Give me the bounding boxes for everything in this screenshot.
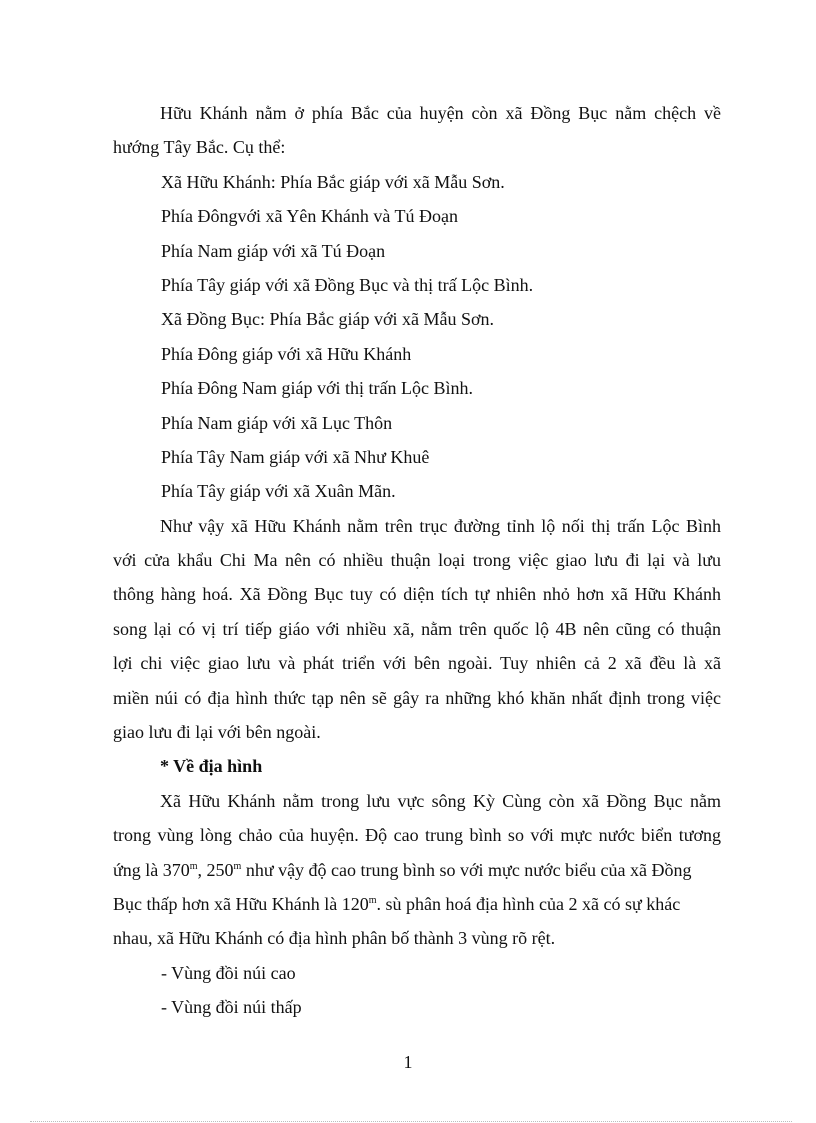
text-fragment: như vậy độ cao trung bình so với mực nước biểu của xã Đồng — [241, 859, 692, 880]
bullet-item: - Vùng đồi núi cao — [161, 962, 296, 983]
text-line: Phía Đông giáp với xã Hữu Khánh — [161, 343, 412, 364]
text-line: hướng Tây Bắc. Cụ thể: — [113, 137, 286, 158]
text-line: nhau, xã Hữu Khánh có địa hình phân bố thành 3 vùng rõ rệt. — [113, 928, 556, 949]
text-line: Phía Đông Nam giáp với thị trấn Lộc Bình. — [161, 378, 473, 399]
text-line: giao lưu đi lại với bên ngoài. — [113, 722, 321, 743]
text-fragment: , 250 — [197, 859, 234, 880]
page-number: 1 — [403, 1052, 413, 1072]
text-line: song lại có vị trí tiếp giáo với nhiều xã, nằm trên quốc lộ 4B nên cũng có thuận — [113, 618, 721, 639]
text-line: Phía Tây giáp với xã Đồng Bục và thị trấ Lộc Bình. — [161, 274, 534, 295]
unit-superscript: m — [233, 860, 242, 872]
text-fragment: ứng là 370 — [113, 859, 190, 880]
text-line — [113, 887, 721, 921]
text-line: miền núi có địa hình thức tạp nên sẽ gây ra những khó khăn nhất định trong việc — [113, 687, 721, 708]
page-bottom-border — [30, 1121, 792, 1122]
text-line: Xã Hữu Khánh: Phía Bắc giáp với xã Mẫu Sơn. — [161, 171, 505, 192]
text-line: Phía Nam giáp với xã Tú Đoạn — [161, 240, 386, 261]
unit-superscript: m — [189, 860, 198, 872]
text-line: thông hàng hoá. Xã Đồng Bục tuy có diện tích tự nhiên nhỏ hơn xã Hữu Khánh — [113, 584, 721, 605]
text-line: trong vùng lòng chảo của huyện. Độ cao trung bình so với mực nước biển tương — [113, 825, 721, 846]
text-line: Phía Tây Nam giáp với xã Như Khuê — [161, 446, 430, 467]
text-line: lợi chi việc giao lưu và phát triển với bên ngoài. Tuy nhiên cả 2 xã đều là xã — [113, 653, 721, 674]
text-line: Xã Đồng Bục: Phía Bắc giáp với xã Mẫu Sơn. — [161, 309, 494, 330]
text-line: Phía Nam giáp với xã Lục Thôn — [161, 412, 393, 433]
section-heading: * Về địa hình — [160, 756, 263, 777]
text-line: Hữu Khánh nằm ở phía Bắc của huyện còn xã Đồng Bục nằm chệch về — [160, 103, 721, 123]
text-line: với cửa khẩu Chi Ma nên có nhiều thuận loại trong việc giao lưu đi lại và lưu — [113, 550, 721, 571]
text-fragment: . sù phân hoá địa hình của 2 xã có sự khác — [376, 893, 681, 914]
text-line: Như vậy xã Hữu Khánh nằm trên trục đường tỉnh lộ nối thị trấn Lộc Bình — [160, 515, 721, 536]
text-line — [113, 853, 721, 887]
text-line: Phía Tây giáp với xã Xuân Mãn. — [161, 481, 396, 502]
unit-superscript: m — [368, 894, 377, 906]
text-line: Phía Đôngvới xã Yên Khánh và Tú Đoạn — [161, 206, 458, 227]
bullet-item: - Vùng đồi núi thấp — [161, 997, 302, 1018]
text-fragment: Bục thấp hơn xã Hữu Khánh là 120 — [113, 893, 369, 914]
body-text — [113, 96, 721, 1025]
text-line: Xã Hữu Khánh nằm trong lưu vực sông Kỳ Cùng còn xã Đồng Bục nằm — [160, 790, 721, 811]
